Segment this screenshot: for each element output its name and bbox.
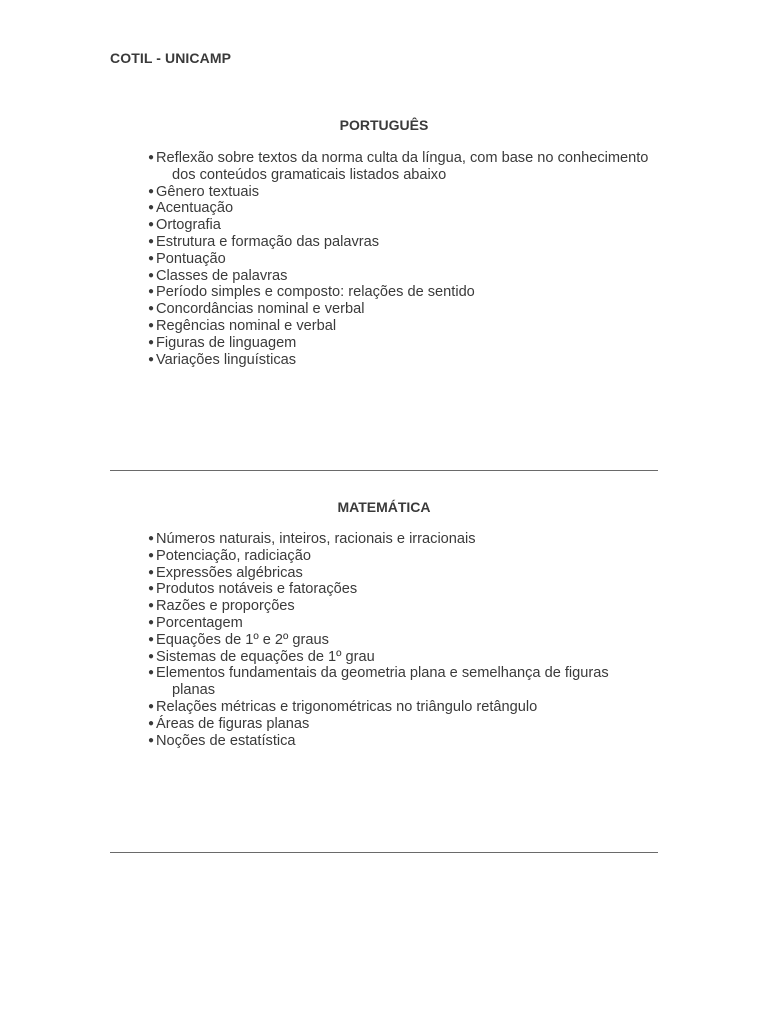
bullet-icon: ● — [148, 235, 155, 247]
bullet-icon: ● — [148, 583, 155, 595]
list-item-line: Reflexão sobre textos da norma culta da língua, com base no conhecimento — [156, 150, 649, 166]
list-item — [148, 318, 658, 335]
list-item-line: Números naturais, inteiros, racionais e irracionais — [156, 531, 476, 547]
list-item-text — [156, 531, 658, 548]
bullet-icon: ● — [148, 566, 155, 578]
list-item-line: Sistemas de equações de 1º grau — [156, 648, 375, 665]
section-divider — [110, 852, 658, 853]
list-item-line: Áreas de figuras planas — [156, 715, 310, 732]
list-item-text — [156, 548, 658, 565]
list-item-text — [156, 217, 658, 234]
list-item-line: Elementos fundamentais da geometria plana e semelhança de figuras — [156, 665, 609, 682]
list-item-text — [156, 649, 658, 666]
list-item-line: Figuras de linguagem — [156, 334, 297, 351]
list-item-text — [156, 581, 658, 598]
list-item-text — [156, 318, 658, 335]
list-item — [148, 548, 658, 565]
list-item-line: Gênero textuais — [156, 183, 260, 200]
list-item-text — [156, 665, 658, 699]
list-item-text — [156, 699, 658, 716]
list-item — [148, 665, 658, 699]
list-item-text — [156, 598, 658, 615]
list-item — [148, 565, 658, 582]
list-item — [148, 284, 658, 301]
list-item — [148, 251, 658, 268]
bullet-icon: ● — [148, 533, 155, 544]
bullet-icon: ● — [148, 252, 155, 264]
list-item — [148, 301, 658, 318]
list-item-line: Pontuação — [156, 250, 226, 267]
list-item-line: Estrutura e formação das palavras — [156, 233, 380, 250]
list-item-text — [156, 632, 658, 649]
document-header: COTIL - UNICAMP — [110, 50, 232, 66]
list-item-text — [156, 301, 658, 318]
list-item — [148, 234, 658, 251]
list-item-line: Noções de estatística — [156, 732, 296, 749]
section-portugues — [110, 116, 658, 368]
list-item — [148, 733, 658, 750]
list-item-text — [156, 150, 658, 184]
list-item-text — [156, 335, 658, 352]
bullet-icon: ● — [148, 286, 155, 298]
bullet-icon: ● — [148, 700, 155, 712]
bullet-icon: ● — [148, 549, 155, 561]
list-item — [148, 531, 658, 548]
bullet-icon: ● — [148, 667, 155, 679]
list-item-text — [156, 234, 658, 251]
list-item-line: Razões e proporções — [156, 598, 295, 615]
bullet-icon: ● — [148, 269, 155, 281]
list-item — [148, 150, 658, 184]
bullet-icon: ● — [148, 219, 155, 231]
list-item-text — [156, 615, 658, 632]
bullet-icon: ● — [148, 336, 155, 348]
bullet-icon: ● — [148, 633, 155, 645]
list-item — [148, 581, 658, 598]
list-item-line: Potenciação, radiciação — [156, 547, 311, 564]
list-item — [148, 335, 658, 352]
bullet-icon: ● — [148, 353, 155, 365]
topic-list-portugues — [110, 150, 658, 368]
section-title-portugues: PORTUGUÊS — [339, 117, 429, 133]
list-item — [148, 268, 658, 285]
list-item-text — [156, 565, 658, 582]
list-item — [148, 632, 658, 649]
list-item — [148, 200, 658, 217]
list-item — [148, 615, 658, 632]
list-item-line: Concordâncias nominal e verbal — [156, 301, 365, 318]
list-item-text — [156, 284, 658, 301]
list-item — [148, 716, 658, 733]
topic-list-matematica — [110, 531, 658, 749]
list-item-text — [156, 251, 658, 268]
section-title-matematica: MATEMÁTICA — [337, 499, 431, 515]
list-item-text — [156, 733, 658, 750]
list-item-continuation: dos conteúdos gramaticais listados abaixo — [172, 166, 447, 183]
section-matematica — [110, 498, 658, 749]
section-divider — [110, 470, 658, 471]
list-item-text — [156, 200, 658, 217]
bullet-icon: ● — [148, 319, 155, 331]
list-item-line: Regências nominal e verbal — [156, 317, 337, 334]
list-item-line: Variações linguísticas — [156, 351, 297, 368]
bullet-icon: ● — [148, 650, 155, 662]
list-item-line: Relações métricas e trigonométricas no triângulo retângulo — [156, 698, 538, 715]
list-item-line: Período simples e composto: relações de sentido — [156, 284, 475, 301]
list-item-line: Produtos notáveis e fatorações — [156, 581, 358, 598]
list-item-text — [156, 268, 658, 285]
list-item-line: Porcentagem — [156, 614, 243, 631]
bullet-icon: ● — [148, 185, 155, 197]
list-item — [148, 184, 658, 201]
list-item-text — [156, 716, 658, 733]
list-item-continuation: planas — [172, 682, 216, 699]
list-item — [148, 649, 658, 666]
list-item — [148, 217, 658, 234]
list-item-text — [156, 184, 658, 201]
list-item — [148, 598, 658, 615]
bullet-icon: ● — [148, 152, 155, 163]
bullet-icon: ● — [148, 734, 155, 746]
bullet-icon: ● — [148, 616, 155, 628]
list-item-line: Equações de 1º e 2º graus — [156, 631, 329, 648]
bullet-icon: ● — [148, 717, 155, 729]
list-item-line: Acentuação — [156, 200, 234, 217]
bullet-icon: ● — [148, 303, 155, 315]
list-item-line: Expressões algébricas — [156, 564, 303, 581]
bullet-icon: ● — [148, 202, 155, 214]
list-item-line: Ortografia — [156, 217, 221, 234]
list-item — [148, 352, 658, 369]
list-item-line: Classes de palavras — [156, 267, 288, 284]
list-item-text — [156, 352, 658, 369]
bullet-icon: ● — [148, 600, 155, 612]
list-item — [148, 699, 658, 716]
